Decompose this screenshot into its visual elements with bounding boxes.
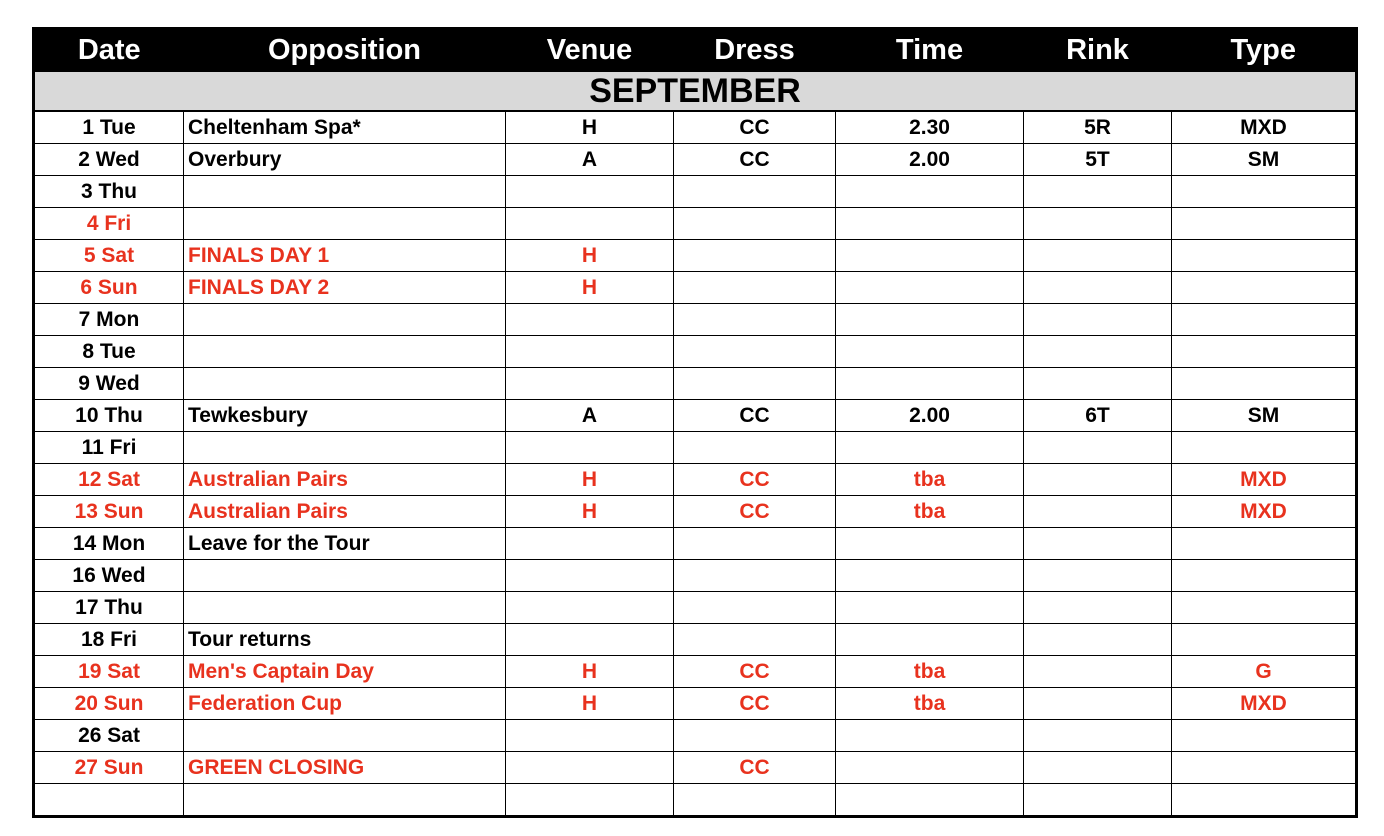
cell-rink: 6T [1024, 400, 1172, 432]
cell-type [1172, 176, 1357, 208]
cell-time [836, 176, 1024, 208]
cell-opposition [184, 560, 506, 592]
cell-type [1172, 624, 1357, 656]
table-row [34, 368, 1357, 400]
cell-type: MXD [1172, 464, 1357, 496]
cell-dress: CC [674, 464, 836, 496]
cell-date: 3 Thu [34, 176, 184, 208]
cell-type: MXD [1172, 688, 1357, 720]
cell-rink [1024, 528, 1172, 560]
cell-type: MXD [1172, 111, 1357, 144]
cell-date [34, 784, 184, 817]
cell-time: tba [836, 656, 1024, 688]
cell-type [1172, 720, 1357, 752]
cell-type: SM [1172, 144, 1357, 176]
cell-date: 5 Sat [34, 240, 184, 272]
cell-dress: CC [674, 752, 836, 784]
cell-date: 14 Mon [34, 528, 184, 560]
cell-time [836, 432, 1024, 464]
cell-opposition: Cheltenham Spa* [184, 111, 506, 144]
cell-venue [506, 176, 674, 208]
cell-rink [1024, 336, 1172, 368]
cell-rink [1024, 208, 1172, 240]
cell-date: 27 Sun [34, 752, 184, 784]
cell-dress: CC [674, 688, 836, 720]
cell-rink [1024, 784, 1172, 817]
cell-rink [1024, 368, 1172, 400]
cell-type [1172, 592, 1357, 624]
cell-venue: H [506, 656, 674, 688]
table-row [34, 656, 1357, 688]
cell-type [1172, 528, 1357, 560]
cell-rink [1024, 752, 1172, 784]
cell-type [1172, 368, 1357, 400]
cell-time: tba [836, 688, 1024, 720]
cell-venue [506, 720, 674, 752]
header-date: Date [34, 29, 184, 72]
cell-time [836, 784, 1024, 817]
cell-opposition [184, 176, 506, 208]
cell-type [1172, 272, 1357, 304]
cell-time [836, 560, 1024, 592]
table-row [34, 336, 1357, 368]
cell-dress: CC [674, 111, 836, 144]
cell-time [836, 592, 1024, 624]
cell-opposition [184, 784, 506, 817]
cell-dress [674, 336, 836, 368]
cell-opposition: GREEN CLOSING [184, 752, 506, 784]
cell-rink: 5R [1024, 111, 1172, 144]
cell-dress [674, 208, 836, 240]
header-row [34, 29, 1357, 72]
cell-dress [674, 528, 836, 560]
cell-type [1172, 336, 1357, 368]
cell-time: 2.00 [836, 144, 1024, 176]
cell-date: 19 Sat [34, 656, 184, 688]
cell-venue [506, 368, 674, 400]
header-rink: Rink [1024, 29, 1172, 72]
cell-dress: CC [674, 144, 836, 176]
cell-date: 16 Wed [34, 560, 184, 592]
table-row [34, 144, 1357, 176]
table-row [34, 111, 1357, 144]
cell-time [836, 208, 1024, 240]
cell-venue: H [506, 240, 674, 272]
table-row [34, 688, 1357, 720]
cell-venue: H [506, 464, 674, 496]
cell-opposition: Australian Pairs [184, 464, 506, 496]
fixture-table [32, 27, 1358, 818]
table-row [34, 208, 1357, 240]
table-row [34, 720, 1357, 752]
cell-rink [1024, 240, 1172, 272]
cell-date: 13 Sun [34, 496, 184, 528]
cell-date: 26 Sat [34, 720, 184, 752]
table-row [34, 752, 1357, 784]
table-row [34, 784, 1357, 817]
table-row [34, 304, 1357, 336]
cell-venue [506, 432, 674, 464]
header-opposition: Opposition [184, 29, 506, 72]
cell-date: 7 Mon [34, 304, 184, 336]
cell-date: 2 Wed [34, 144, 184, 176]
cell-venue [506, 336, 674, 368]
table-row [34, 592, 1357, 624]
cell-time [836, 272, 1024, 304]
cell-type: SM [1172, 400, 1357, 432]
cell-opposition [184, 592, 506, 624]
cell-type [1172, 784, 1357, 817]
table-row [34, 560, 1357, 592]
cell-time [836, 240, 1024, 272]
cell-date: 4 Fri [34, 208, 184, 240]
cell-time [836, 336, 1024, 368]
cell-dress: CC [674, 656, 836, 688]
cell-time: tba [836, 496, 1024, 528]
cell-rink [1024, 272, 1172, 304]
cell-opposition: Overbury [184, 144, 506, 176]
table-row [34, 624, 1357, 656]
cell-dress [674, 784, 836, 817]
cell-time [836, 368, 1024, 400]
header-time: Time [836, 29, 1024, 72]
table-row [34, 464, 1357, 496]
cell-dress [674, 240, 836, 272]
cell-venue: A [506, 144, 674, 176]
cell-type [1172, 304, 1357, 336]
cell-time [836, 720, 1024, 752]
cell-venue [506, 304, 674, 336]
cell-opposition [184, 720, 506, 752]
cell-venue [506, 752, 674, 784]
table-row [34, 176, 1357, 208]
cell-dress [674, 432, 836, 464]
cell-rink [1024, 560, 1172, 592]
cell-type [1172, 432, 1357, 464]
cell-time: 2.00 [836, 400, 1024, 432]
cell-rink [1024, 464, 1172, 496]
cell-venue: H [506, 111, 674, 144]
cell-date: 20 Sun [34, 688, 184, 720]
cell-venue [506, 208, 674, 240]
cell-dress [674, 368, 836, 400]
cell-type: G [1172, 656, 1357, 688]
cell-opposition [184, 368, 506, 400]
table-row [34, 496, 1357, 528]
cell-opposition [184, 432, 506, 464]
cell-date: 11 Fri [34, 432, 184, 464]
header-type: Type [1172, 29, 1357, 72]
cell-date: 1 Tue [34, 111, 184, 144]
cell-dress [674, 176, 836, 208]
cell-time [836, 304, 1024, 336]
cell-rink [1024, 176, 1172, 208]
cell-opposition: Tour returns [184, 624, 506, 656]
table-row [34, 400, 1357, 432]
cell-venue: A [506, 400, 674, 432]
cell-time [836, 528, 1024, 560]
cell-rink [1024, 304, 1172, 336]
cell-opposition: FINALS DAY 1 [184, 240, 506, 272]
cell-rink [1024, 496, 1172, 528]
cell-opposition [184, 304, 506, 336]
cell-time [836, 752, 1024, 784]
cell-rink [1024, 432, 1172, 464]
cell-opposition: Australian Pairs [184, 496, 506, 528]
cell-date: 9 Wed [34, 368, 184, 400]
cell-opposition [184, 336, 506, 368]
cell-type [1172, 208, 1357, 240]
cell-dress [674, 272, 836, 304]
table-body [34, 71, 1357, 817]
cell-type [1172, 752, 1357, 784]
header-venue: Venue [506, 29, 674, 72]
cell-venue [506, 784, 674, 817]
month-row [34, 71, 1357, 111]
cell-time: 2.30 [836, 111, 1024, 144]
cell-dress [674, 624, 836, 656]
cell-date: 6 Sun [34, 272, 184, 304]
table-row [34, 528, 1357, 560]
cell-time [836, 624, 1024, 656]
cell-date: 17 Thu [34, 592, 184, 624]
table-row [34, 432, 1357, 464]
cell-rink: 5T [1024, 144, 1172, 176]
cell-opposition: Men's Captain Day [184, 656, 506, 688]
cell-time: tba [836, 464, 1024, 496]
cell-venue: H [506, 496, 674, 528]
cell-opposition: FINALS DAY 2 [184, 272, 506, 304]
cell-rink [1024, 688, 1172, 720]
table-row [34, 272, 1357, 304]
cell-rink [1024, 592, 1172, 624]
cell-dress: CC [674, 400, 836, 432]
cell-type [1172, 240, 1357, 272]
cell-dress [674, 304, 836, 336]
cell-venue [506, 624, 674, 656]
cell-date: 12 Sat [34, 464, 184, 496]
cell-date: 8 Tue [34, 336, 184, 368]
cell-venue: H [506, 688, 674, 720]
cell-opposition [184, 208, 506, 240]
cell-dress [674, 560, 836, 592]
cell-date: 18 Fri [34, 624, 184, 656]
cell-dress [674, 592, 836, 624]
header-dress: Dress [674, 29, 836, 72]
cell-rink [1024, 624, 1172, 656]
cell-venue [506, 560, 674, 592]
cell-type: MXD [1172, 496, 1357, 528]
cell-rink [1024, 720, 1172, 752]
cell-opposition: Leave for the Tour [184, 528, 506, 560]
cell-opposition: Tewkesbury [184, 400, 506, 432]
cell-dress: CC [674, 496, 836, 528]
cell-rink [1024, 656, 1172, 688]
cell-venue: H [506, 272, 674, 304]
cell-date: 10 Thu [34, 400, 184, 432]
cell-opposition: Federation Cup [184, 688, 506, 720]
cell-venue [506, 528, 674, 560]
cell-dress [674, 720, 836, 752]
table-row [34, 240, 1357, 272]
month-title: SEPTEMBER [34, 71, 1357, 111]
cell-venue [506, 592, 674, 624]
cell-type [1172, 560, 1357, 592]
